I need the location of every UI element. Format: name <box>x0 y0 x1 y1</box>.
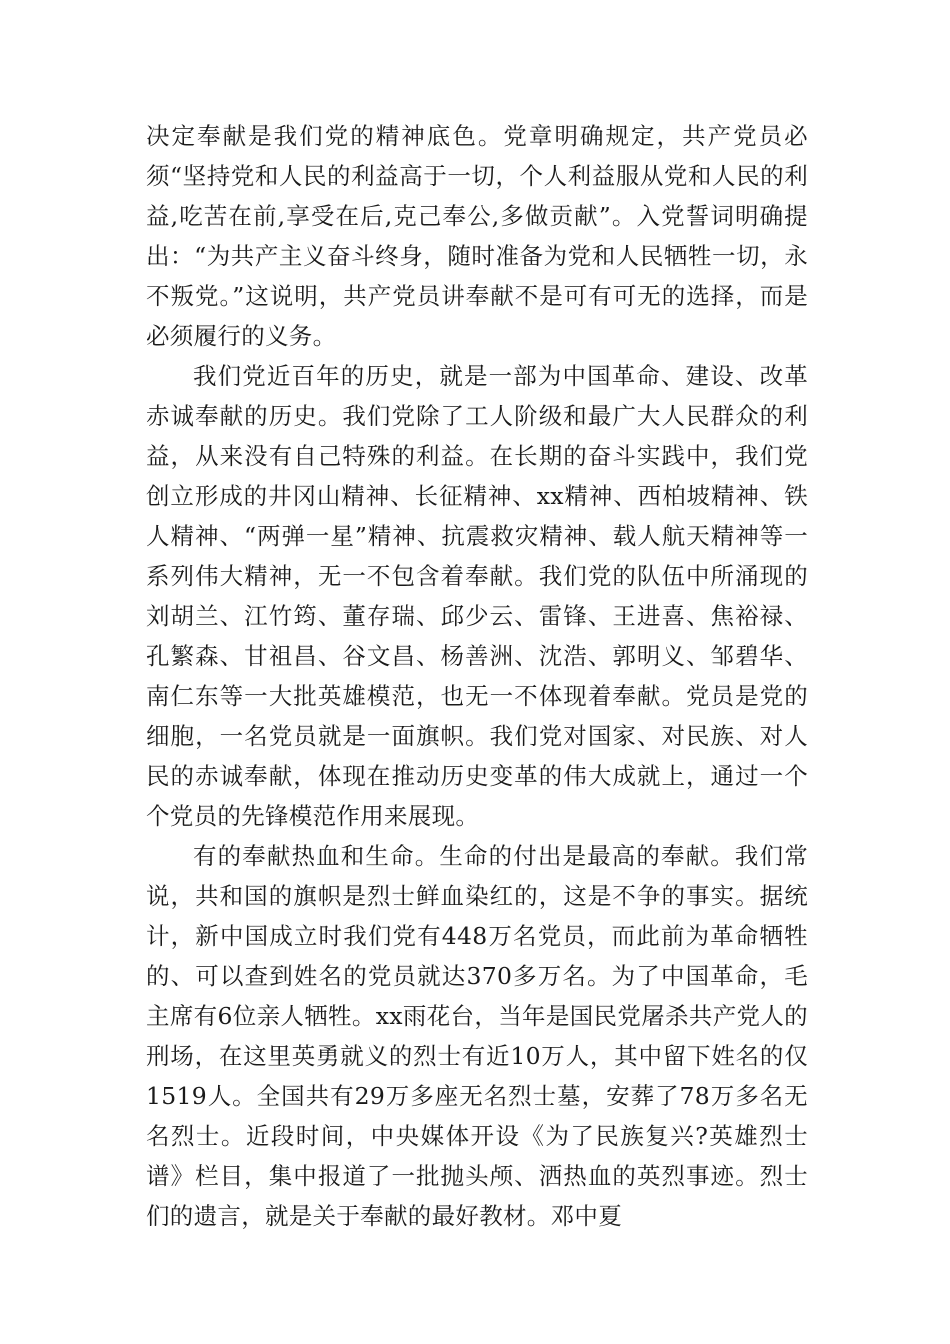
paragraph-2: 我们党近百年的历史，就是一部为中国革命、建设、改革赤诚奉献的历史。我们党除了工人阶级和最广大人民群众的利益，从来没有自己特殊的利益。在长期的奋斗实践中，我们党创立形成的井冈山精神、长征精神、xx精神、西柏坡精神、铁人精神、“两弹一星”精神、抗震救灾精神、载人航天精神等一系列伟大精神，无一不包含着奉献。我们党的队伍中所涌现的刘胡兰、江竹筠、董存瑞、邱少云、雷锋、王进喜、焦裕禄、孔繁森、甘祖昌、谷文昌、杨善洲、沈浩、郭明义、邹碧华、南仁东等一大批英雄模范，也无一不体现着奉献。党员是党的细胞，一名党员就是一面旗帜。我们党对国家、对民族、对人民的赤诚奉献，体现在推动历史变革的伟大成就上，通过一个个党员的先锋模范作用来展现。 <box>146 362 808 830</box>
paragraph-3: 有的奉献热血和生命。生命的付出是最高的奉献。我们常说，共和国的旗帜是烈士鲜血染红的，这是不争的事实。据统计，新中国成立时我们党有448万名党员，而此前为革命牺牲的、可以查到姓名的党员就达370多万名。为了中国革命，毛主席有6位亲人牺牲。xx雨花台，当年是国民党屠杀共产党人的刑场，在这里英勇就义的烈士有近10万人，其中留下姓名的仅1519人。全国共有29万多座无名烈士墓，安葬了78万多名无名烈士。近段时间，中央媒体开设《为了民族复兴?英雄烈士谱》栏目，集中报道了一批抛头颅、洒热血的英烈事迹。烈士们的遗言，就是关于奉献的最好教材。邓中夏 <box>146 842 808 1230</box>
document-body <box>146 116 808 1236</box>
paragraph-1: 决定奉献是我们党的精神底色。党章明确规定，共产党员必须“坚持党和人民的利益高于一切，个人利益服从党和人民的利益,吃苦在前,享受在后,克己奉公,多做贡献”。入党誓词明确提出：“为共产主义奋斗终身，随时准备为党和人民牺牲一切，永不叛党。”这说明，共产党员讲奉献不是可有可无的选择，而是必须履行的义务。 <box>146 122 808 350</box>
